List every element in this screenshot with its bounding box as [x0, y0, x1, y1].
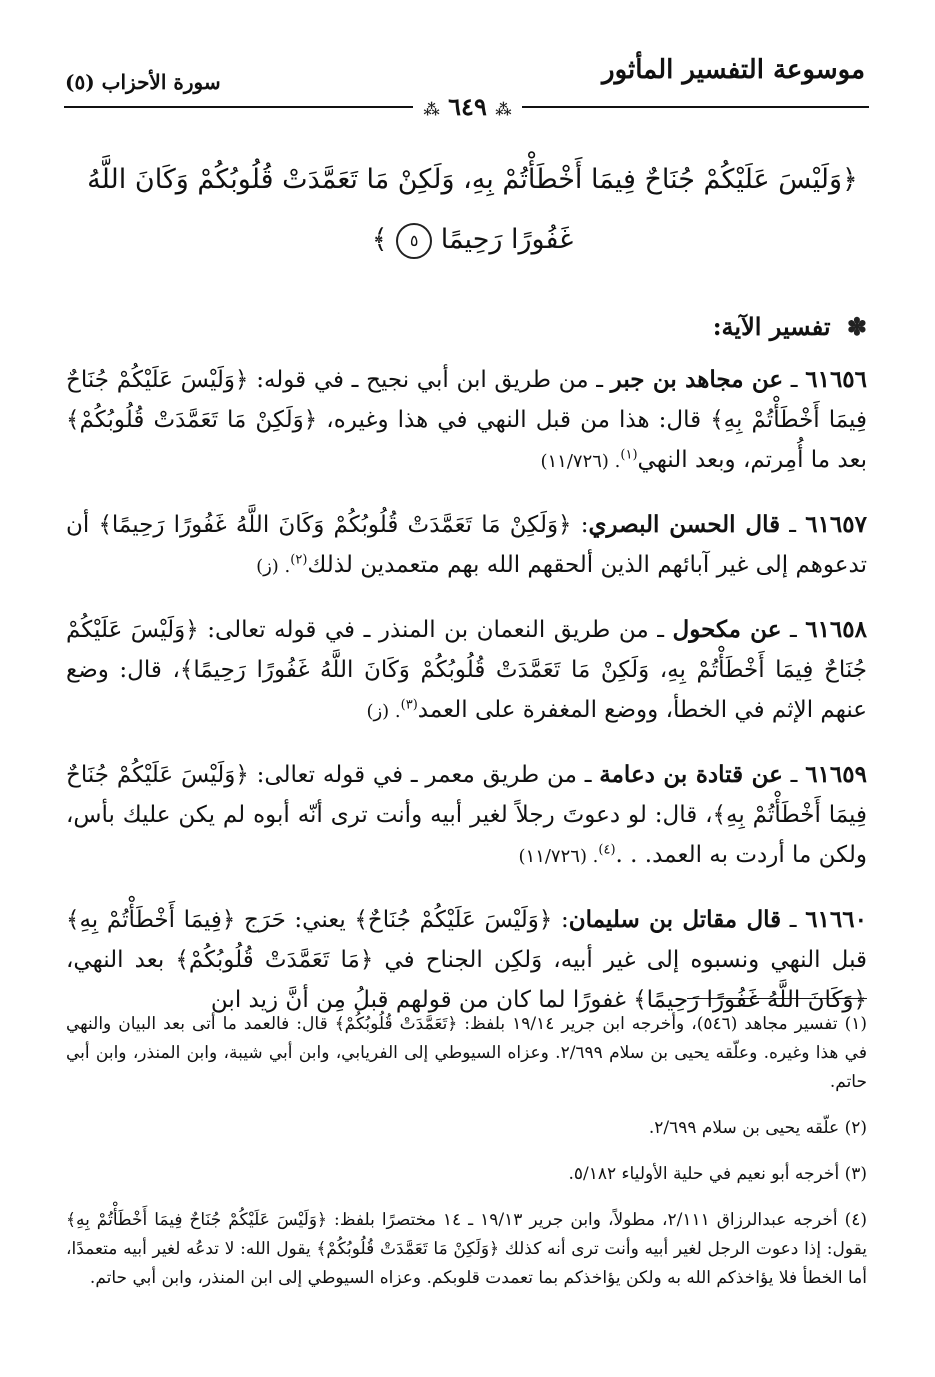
entry-narrator: عن قتادة بن دعامة	[599, 761, 783, 788]
entry-text: : ﴿وَلَكِنْ مَا تَعَمَّدَتْ قُلُوبُكُمْ وَكَانَ اللَّهُ غَفُورًا رَحِيمًا﴾ أن تدعوهم إلى غير آبائهم الذين ألحقهم الله بهم متعمدين لذلك	[66, 512, 867, 578]
section-title	[713, 312, 867, 341]
footnotes	[66, 1010, 867, 1301]
footnote: (٤) أخرجه عبدالرزاق ٢/١١١، مطولاً، وابن جرير ١٩/١٣ ـ ١٤ مختصرًا بلفظ: ﴿وَلَيْسَ عَلَيْكُمْ جُنَاحٌ فِيمَا أَخْطَأْتُمْ بِهِ﴾ يقول: إذا دعوت الرجل لغير أبيه وأنت ترى أنه كذلك ﴿وَلَكِنْ مَا تَعَمَّدَتْ قُلُوبُكُمْ﴾ يقول الله: لا تدعُه لغير أبيه متعمدًا، أما الخطأ فلا يؤاخذكم الله به ولكن يؤاخذكم بما تعمدت قلوبكم. وعزاه السيوطي إلى ابن المنذر، وابن أبي حاتم.	[66, 1210, 867, 1288]
entry-ref: . (١١/٧٢٦)	[540, 451, 621, 472]
page-number-box	[413, 92, 521, 121]
footnote: (١) تفسير مجاهد (٥٤٦)، وأخرجه ابن جرير ١٩/١٤ بلفظ: ﴿تَعَمَّدَتْ قُلُوبُكُمْ﴾ قال: فالعمد ما أتى بعد البيان والنهي في هذا وغيره. وعلّقه يحيى بن سلام ٢/٦٩٩. وعزاه السيوطي إلى الفريابي، وابن أبي شيبة، وابن المنذر، وابن أبي حاتم.	[66, 1014, 867, 1092]
verse-text: ﴿وَلَيْسَ عَلَيْكُمْ جُنَاحٌ فِيمَا أَخْطَأْتُمْ بِهِ، وَلَكِنْ مَا تَعَمَّدَتْ قُلُوبُكُمْ وَكَانَ اللَّهُ غَفُورًا رَحِيمًا	[87, 164, 858, 255]
entry-ref: . (١١/٧٢٦)	[518, 846, 599, 867]
section-title-text: تفسير الآية:	[712, 312, 831, 341]
entry: ٦١٦٥٧ ـ قال الحسن البصري: ﴿وَلَكِنْ مَا تَعَمَّدَتْ قُلُوبُكُمْ وَكَانَ اللَّهُ غَفُورًا رَحِيمًا﴾ أن تدعوهم إلى غير آبائهم الذين ألحقهم الله بهم متعمدين لذلك$^{(٢)}$. (ز)	[66, 511, 867, 578]
entry-number: ٦١٦٦٠	[805, 906, 867, 933]
footnote: (٣) أخرجه أبو نعيم في حلية الأولياء ٥/١٨٢.	[568, 1164, 867, 1184]
quran-verse	[80, 150, 865, 270]
entry-narrator: قال الحسن البصري	[588, 511, 781, 538]
entry-text: ـ من طريق النعمان بن المنذر ـ في قوله تعالى: ﴿وَلَيْسَ عَلَيْكُمْ جُنَاحٌ فِيمَا أَخْطَأْتُمْ بِهِ، وَلَكِنْ مَا تَعَمَّدَتْ قُلُوبُكُمْ وَكَانَ اللَّهُ غَفُورًا رَحِيمًا﴾، قال: وضع عنهم الإثم في الخطأ، ووضع المغفرة على العمد	[66, 617, 867, 723]
entry-text: : ﴿وَلَيْسَ عَلَيْكُمْ جُنَاحٌ﴾ يعني: حَرَج ﴿فِيمَا أَخْطَأْتُمْ بِهِ﴾ قبل النهي ونسبوه إلى غير أبيه، وَلكِن الجناح في ﴿مَا تَعَمَّدَتْ قُلُوبُكُمْ﴾ بعد النهي، ﴿وَكَانَ اللَّهُ غَفُورًا رَحِيمًا﴾ غفورًا لما كان من قولهم قبلُ مِن أنَّ زيد ابن	[66, 907, 867, 1013]
entry-narrator: قال مقاتل بن سليمان	[568, 906, 782, 933]
ornament-left-icon: ⁂	[423, 100, 440, 119]
tafsir-entries	[66, 360, 867, 1028]
entry-narrator: عن مجاهد بن جبر	[610, 366, 784, 393]
verse-close-bracket: ﴾	[371, 224, 388, 255]
entry-ref: . (ز)	[256, 556, 291, 577]
entry: ٦١٦٦٠ ـ قال مقاتل بن سليمان: ﴿وَلَيْسَ عَلَيْكُمْ جُنَاحٌ﴾ يعني: حَرَج ﴿فِيمَا أَخْطَأْتُمْ بِهِ﴾ قبل النهي ونسبوه إلى غير أبيه، وَلكِن الجناح في ﴿مَا تَعَمَّدَتْ قُلُوبُكُمْ﴾ بعد النهي، ﴿وَكَانَ اللَّهُ غَفُورًا رَحِيمًا﴾ غفورًا لما كان من قولهم قبلُ مِن أنَّ زيد ابن	[66, 906, 867, 1013]
entry-number: ٦١٦٥٦	[805, 366, 868, 393]
entry: ٦١٦٥٦ ـ عن مجاهد بن جبر ـ من طريق ابن أبي نجيح ـ في قوله: ﴿وَلَيْسَ عَلَيْكُمْ جُنَاحٌ فِيمَا أَخْطَأْتُمْ بِهِ﴾ قال: هذا من قبل النهي في هذا وغيره، ﴿وَلَكِنْ مَا تَعَمَّدَتْ قُلُوبُكُمْ﴾ بعد ما أُمِرتم، وبعد النهي$^{(١)}$. (١١/٧٢٦)	[66, 366, 868, 473]
footnote-marker[interactable]: (٢)	[290, 552, 308, 568]
page-number-row	[0, 92, 935, 121]
entry-number: ٦١٦٥٧	[805, 511, 867, 538]
page-number: ٦٤٩	[448, 92, 487, 121]
surah-header: سورة الأحزاب (٥)	[65, 70, 221, 94]
entry: ٦١٦٥٩ ـ عن قتادة بن دعامة ـ من طريق معمر ـ في قوله تعالى: ﴿وَلَيْسَ عَلَيْكُمْ جُنَاحٌ فِيمَا أَخْطَأْتُمْ بِهِ﴾، قال: لو دعوتَ رجلاً لغير أبيه وأنت ترى أنّه أبوه لم يكن عليك بأس، ولكن ما أردت به العمد. . .$^{(٤)}$. (١١/٧٢٦)	[66, 761, 867, 868]
book-title: موسوعة التفسير المأثور	[602, 55, 865, 85]
ayah-number-icon: ٥	[396, 223, 432, 259]
entry-text: ـ من طريق معمر ـ في قوله تعالى: ﴿وَلَيْسَ عَلَيْكُمْ جُنَاحٌ فِيمَا أَخْطَأْتُمْ بِهِ﴾، قال: لو دعوتَ رجلاً لغير أبيه وأنت ترى أنّه أبوه لم يكن عليك بأس، ولكن ما أردت به العمد. . .	[66, 762, 867, 868]
entry-ref: . (ز)	[366, 701, 401, 722]
footnote-separator	[687, 998, 867, 999]
entry-narrator: عن مكحول	[672, 616, 782, 643]
ornament-right-icon: ⁂	[495, 100, 512, 119]
flower-icon: ✽	[846, 312, 867, 341]
footnote-marker[interactable]: (٤)	[598, 842, 616, 858]
entry-number: ٦١٦٥٨	[805, 616, 867, 643]
footnote-marker[interactable]: (١)	[620, 447, 638, 463]
entry: ٦١٦٥٨ ـ عن مكحول ـ من طريق النعمان بن المنذر ـ في قوله تعالى: ﴿وَلَيْسَ عَلَيْكُمْ جُنَاحٌ فِيمَا أَخْطَأْتُمْ بِهِ، وَلَكِنْ مَا تَعَمَّدَتْ قُلُوبُكُمْ وَكَانَ اللَّهُ غَفُورًا رَحِيمًا﴾، قال: وضع عنهم الإثم في الخطأ، ووضع المغفرة على العمد$^{(٣)}$. (ز)	[66, 616, 867, 723]
footnote: (٢) علّقه يحيى بن سلام ٢/٦٩٩.	[648, 1118, 867, 1138]
footnote-marker[interactable]: (٣)	[400, 697, 418, 713]
entry-number: ٦١٦٥٩	[805, 761, 867, 788]
entry-text: ـ من طريق ابن أبي نجيح ـ في قوله: ﴿وَلَيْسَ عَلَيْكُمْ جُنَاحٌ فِيمَا أَخْطَأْتُمْ بِهِ﴾ قال: هذا من قبل النهي في هذا وغيره، ﴿وَلَكِنْ مَا تَعَمَّدَتْ قُلُوبُكُمْ﴾ بعد ما أُمِرتم، وبعد النهي	[66, 367, 867, 473]
